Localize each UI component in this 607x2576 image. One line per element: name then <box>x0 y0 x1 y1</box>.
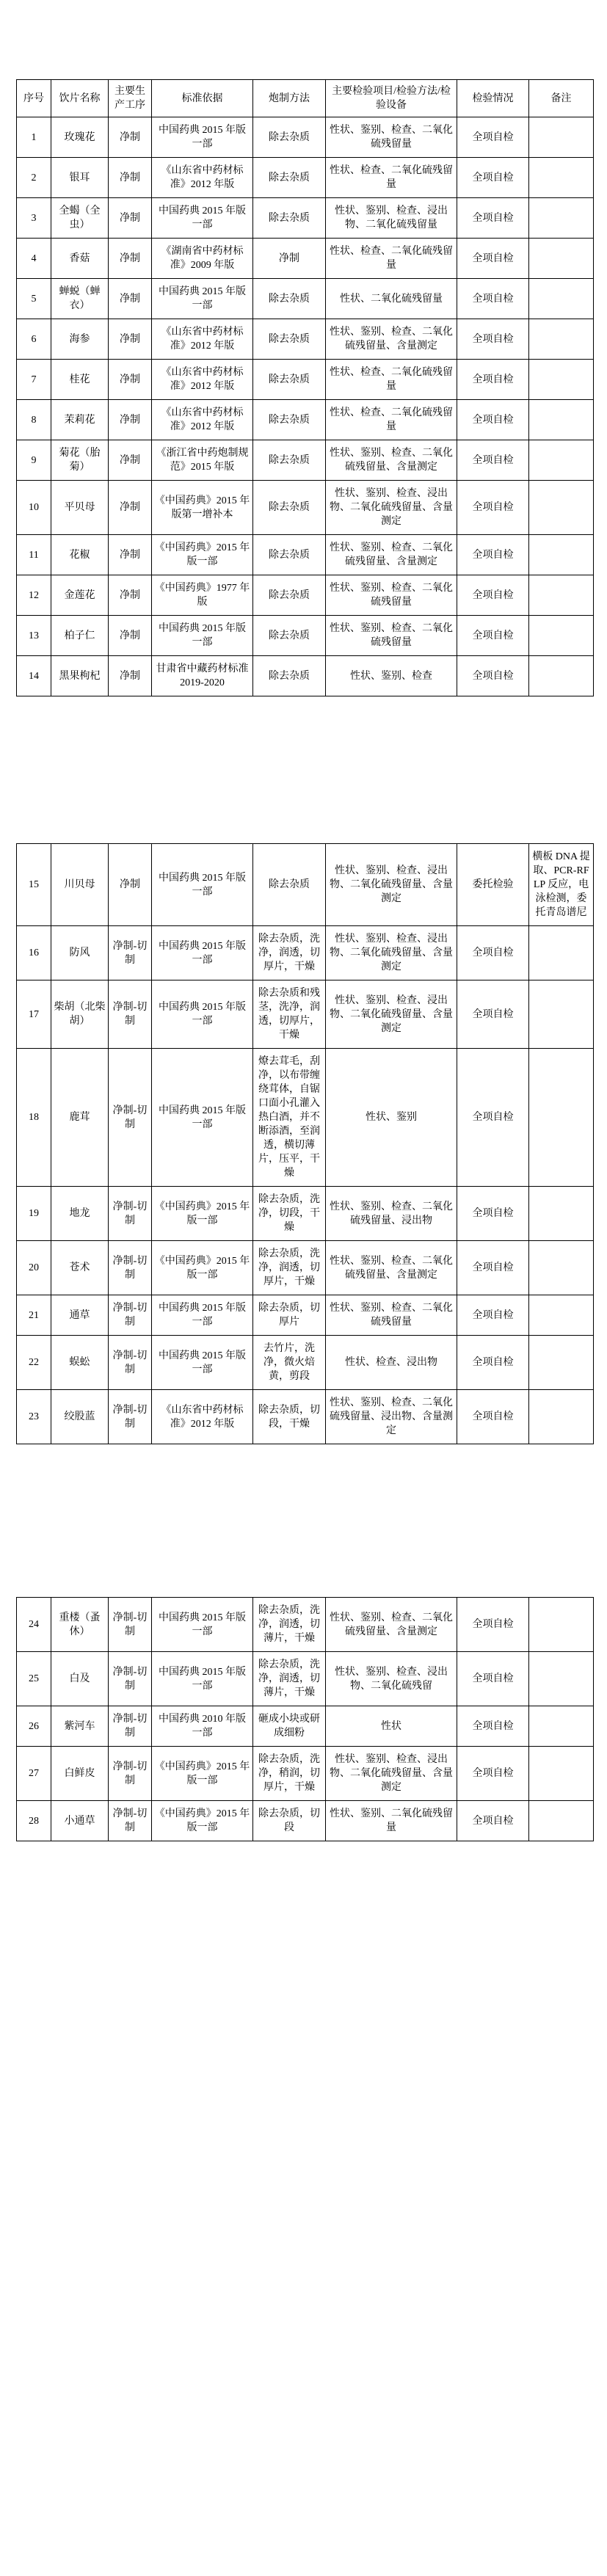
cell-method: 除去杂质 <box>253 279 326 319</box>
cell-inspection: 性状、鉴别、检查、二氧化硫残留量 <box>326 616 457 656</box>
cell-standard: 中国药典 2015 年版一部 <box>152 844 253 926</box>
cell-name: 柏子仁 <box>51 616 109 656</box>
cell-status: 全项自检 <box>457 1187 529 1241</box>
cell-status: 全项自检 <box>457 1652 529 1706</box>
cell-method: 除去杂质，洗净，稍润，切厚片，干燥 <box>253 1747 326 1801</box>
cell-method: 除去杂质 <box>253 117 326 158</box>
cell-method: 除去杂质，洗净，润透，切厚片，干燥 <box>253 926 326 980</box>
cell-inspection: 性状、鉴别、二氧化硫残留量 <box>326 1801 457 1841</box>
table-row <box>17 1336 594 1390</box>
cell-name: 全蝎（全虫） <box>51 198 109 239</box>
table-row <box>17 239 594 279</box>
cell-index: 19 <box>17 1187 51 1241</box>
cell-standard: 中国药典 2015 年版一部 <box>152 1652 253 1706</box>
cell-index: 28 <box>17 1801 51 1841</box>
cell-name: 蜈蚣 <box>51 1336 109 1390</box>
cell-remark <box>529 1747 594 1801</box>
page-gap-1 <box>0 696 607 843</box>
cell-standard: 甘肃省中藏药材标准 2019-2020 <box>152 656 253 696</box>
cell-status: 全项自检 <box>457 1706 529 1747</box>
cell-method: 除去杂质 <box>253 158 326 198</box>
cell-standard: 《中国药典》2015 年版第一增补本 <box>152 481 253 535</box>
cell-status: 全项自检 <box>457 1598 529 1652</box>
cell-status: 全项自检 <box>457 535 529 575</box>
cell-process: 净制-切制 <box>109 1390 152 1444</box>
table-row <box>17 117 594 158</box>
cell-process: 净制 <box>109 400 152 440</box>
cell-index: 16 <box>17 926 51 980</box>
inspection-table-1 <box>16 79 594 696</box>
table-row <box>17 1187 594 1241</box>
cell-remark: 横板 DNA 提取、PCR-RFLP 反应，电泳检测，委托青岛谱尼 <box>529 844 594 926</box>
cell-inspection: 性状、检查、二氧化硫残留量 <box>326 360 457 400</box>
table-row <box>17 1241 594 1295</box>
cell-name: 菊花（胎菊） <box>51 440 109 481</box>
cell-standard: 《山东省中药材标准》2012 年版 <box>152 400 253 440</box>
cell-inspection: 性状、鉴别、检查、二氧化硫残留量 <box>326 575 457 616</box>
header-row <box>17 80 594 117</box>
cell-standard: 中国药典 2015 年版一部 <box>152 1295 253 1336</box>
cell-standard: 《浙江省中药炮制规范》2015 年版 <box>152 440 253 481</box>
cell-standard: 中国药典 2015 年版一部 <box>152 1598 253 1652</box>
cell-process: 净制-切制 <box>109 1706 152 1747</box>
cell-name: 银耳 <box>51 158 109 198</box>
cell-status: 全项自检 <box>457 117 529 158</box>
cell-status: 全项自检 <box>457 1336 529 1390</box>
cell-remark <box>529 1295 594 1336</box>
cell-status: 全项自检 <box>457 1747 529 1801</box>
cell-remark <box>529 158 594 198</box>
cell-standard: 中国药典 2010 年版一部 <box>152 1706 253 1747</box>
cell-process: 净制 <box>109 481 152 535</box>
cell-inspection: 性状、鉴别、检查、浸出物、二氧化硫残留量、含量测定 <box>326 481 457 535</box>
table-row <box>17 1598 594 1652</box>
cell-remark <box>529 360 594 400</box>
cell-process: 净制 <box>109 575 152 616</box>
cell-name: 苍术 <box>51 1241 109 1295</box>
cell-status: 全项自检 <box>457 616 529 656</box>
cell-method: 除去杂质，洗净，切段，干燥 <box>253 1187 326 1241</box>
cell-inspection: 性状、鉴别、检查、浸出物、二氧化硫残留 <box>326 1652 457 1706</box>
cell-standard: 中国药典 2015 年版一部 <box>152 616 253 656</box>
cell-process: 净制-切制 <box>109 980 152 1049</box>
cell-inspection: 性状、鉴别、检查、二氧化硫残留量 <box>326 1295 457 1336</box>
cell-standard: 《中国药典》2015 年版一部 <box>152 535 253 575</box>
inspection-table-2 <box>16 843 594 1444</box>
cell-remark <box>529 926 594 980</box>
cell-process: 净制 <box>109 656 152 696</box>
cell-status: 全项自检 <box>457 481 529 535</box>
cell-inspection: 性状、鉴别、检查、二氧化硫残留量、浸出物、含量测定 <box>326 1390 457 1444</box>
cell-remark <box>529 575 594 616</box>
cell-name: 柴胡（北柴胡） <box>51 980 109 1049</box>
cell-process: 净制-切制 <box>109 926 152 980</box>
cell-process: 净制 <box>109 535 152 575</box>
header-standard: 标准依据 <box>152 80 253 117</box>
cell-inspection: 性状、鉴别、检查、二氧化硫残留量 <box>326 117 457 158</box>
cell-status: 全项自检 <box>457 1049 529 1187</box>
cell-standard: 《中国药典》2015 年版一部 <box>152 1187 253 1241</box>
cell-index: 3 <box>17 198 51 239</box>
cell-standard: 《山东省中药材标准》2012 年版 <box>152 1390 253 1444</box>
cell-name: 花椒 <box>51 535 109 575</box>
cell-index: 9 <box>17 440 51 481</box>
cell-index: 13 <box>17 616 51 656</box>
cell-status: 全项自检 <box>457 1295 529 1336</box>
cell-index: 10 <box>17 481 51 535</box>
cell-index: 14 <box>17 656 51 696</box>
cell-method: 除去杂质 <box>253 535 326 575</box>
cell-name: 平贝母 <box>51 481 109 535</box>
cell-status: 全项自检 <box>457 656 529 696</box>
cell-index: 5 <box>17 279 51 319</box>
cell-status: 全项自检 <box>457 158 529 198</box>
header-name: 饮片名称 <box>51 80 109 117</box>
tables-root <box>0 79 607 1841</box>
cell-method: 除去杂质，切厚片 <box>253 1295 326 1336</box>
cell-inspection: 性状、检查、浸出物 <box>326 1336 457 1390</box>
header-remark: 备注 <box>529 80 594 117</box>
table-row <box>17 1049 594 1187</box>
cell-method: 除去杂质 <box>253 440 326 481</box>
cell-inspection: 性状、检查、二氧化硫残留量 <box>326 239 457 279</box>
table-row <box>17 1652 594 1706</box>
cell-inspection: 性状、鉴别、检查、浸出物、二氧化硫残留量 <box>326 198 457 239</box>
cell-standard: 《中国药典》2015 年版一部 <box>152 1747 253 1801</box>
cell-process: 净制 <box>109 616 152 656</box>
cell-inspection: 性状、鉴别、检查、浸出物、二氧化硫残留量、含量测定 <box>326 844 457 926</box>
cell-remark <box>529 481 594 535</box>
cell-status: 委托检验 <box>457 844 529 926</box>
cell-name: 小通草 <box>51 1801 109 1841</box>
cell-method: 除去杂质，洗净，润透，切薄片，干燥 <box>253 1652 326 1706</box>
cell-remark <box>529 1390 594 1444</box>
cell-remark <box>529 656 594 696</box>
cell-status: 全项自检 <box>457 400 529 440</box>
header-process: 主要生产工序 <box>109 80 152 117</box>
cell-method: 去竹片，洗净，微火焙黄，剪段 <box>253 1336 326 1390</box>
cell-status: 全项自检 <box>457 575 529 616</box>
cell-status: 全项自检 <box>457 360 529 400</box>
cell-standard: 中国药典 2015 年版一部 <box>152 1336 253 1390</box>
cell-inspection: 性状、鉴别、检查、二氧化硫残留量、含量测定 <box>326 319 457 360</box>
cell-status: 全项自检 <box>457 239 529 279</box>
cell-process: 净制-切制 <box>109 1652 152 1706</box>
cell-name: 金莲花 <box>51 575 109 616</box>
cell-process: 净制 <box>109 319 152 360</box>
table-row <box>17 481 594 535</box>
cell-index: 20 <box>17 1241 51 1295</box>
header-inspection: 主要检验项目/检验方法/检验设备 <box>326 80 457 117</box>
cell-inspection: 性状、鉴别、检查、二氧化硫残留量、含量测定 <box>326 440 457 481</box>
cell-process: 净制 <box>109 844 152 926</box>
cell-remark <box>529 616 594 656</box>
cell-inspection: 性状、鉴别、检查、二氧化硫残留量、浸出物 <box>326 1187 457 1241</box>
cell-inspection: 性状、鉴别、检查、二氧化硫残留量、含量测定 <box>326 535 457 575</box>
table-row <box>17 926 594 980</box>
cell-status: 全项自检 <box>457 198 529 239</box>
header-status: 检验情况 <box>457 80 529 117</box>
cell-index: 21 <box>17 1295 51 1336</box>
cell-remark <box>529 440 594 481</box>
cell-process: 净制 <box>109 158 152 198</box>
cell-inspection: 性状、鉴别、检查、浸出物、二氧化硫残留量、含量测定 <box>326 1747 457 1801</box>
cell-name: 玫瑰花 <box>51 117 109 158</box>
cell-standard: 《中国药典》1977 年版 <box>152 575 253 616</box>
cell-index: 17 <box>17 980 51 1049</box>
cell-remark <box>529 1801 594 1841</box>
cell-inspection: 性状、鉴别、检查、二氧化硫残留量、含量测定 <box>326 1598 457 1652</box>
page-gap-2 <box>0 1444 607 1597</box>
cell-method: 燎去茸毛，刮净，以布带缠绕茸体，自锯口面小孔灌入热白酒，并不断添酒，至润透，横切薄片，压平，干燥 <box>253 1049 326 1187</box>
cell-method: 除去杂质 <box>253 400 326 440</box>
cell-name: 重楼（蚤休） <box>51 1598 109 1652</box>
cell-method: 除去杂质，洗净，润透，切薄片，干燥 <box>253 1598 326 1652</box>
cell-name: 防风 <box>51 926 109 980</box>
cell-method: 除去杂质 <box>253 319 326 360</box>
cell-method: 除去杂质 <box>253 481 326 535</box>
table-row <box>17 1747 594 1801</box>
cell-remark <box>529 1652 594 1706</box>
cell-index: 25 <box>17 1652 51 1706</box>
cell-remark <box>529 1706 594 1747</box>
cell-name: 白鲜皮 <box>51 1747 109 1801</box>
cell-name: 地龙 <box>51 1187 109 1241</box>
cell-name: 桂花 <box>51 360 109 400</box>
cell-standard: 中国药典 2015 年版一部 <box>152 117 253 158</box>
table-row <box>17 440 594 481</box>
cell-standard: 中国药典 2015 年版一部 <box>152 926 253 980</box>
cell-name: 蝉蜕（蝉衣） <box>51 279 109 319</box>
cell-process: 净制-切制 <box>109 1241 152 1295</box>
cell-status: 全项自检 <box>457 1801 529 1841</box>
cell-index: 2 <box>17 158 51 198</box>
table-row <box>17 535 594 575</box>
cell-process: 净制-切制 <box>109 1187 152 1241</box>
inspection-table-3 <box>16 1597 594 1841</box>
cell-inspection: 性状、检查、二氧化硫残留量 <box>326 400 457 440</box>
cell-index: 1 <box>17 117 51 158</box>
cell-status: 全项自检 <box>457 980 529 1049</box>
cell-remark <box>529 117 594 158</box>
cell-index: 8 <box>17 400 51 440</box>
cell-name: 鹿茸 <box>51 1049 109 1187</box>
header-index: 序号 <box>17 80 51 117</box>
cell-name: 白及 <box>51 1652 109 1706</box>
cell-name: 海参 <box>51 319 109 360</box>
cell-method: 除去杂质，切段，干燥 <box>253 1390 326 1444</box>
cell-method: 净制 <box>253 239 326 279</box>
cell-index: 18 <box>17 1049 51 1187</box>
cell-name: 茉莉花 <box>51 400 109 440</box>
cell-process: 净制 <box>109 198 152 239</box>
cell-standard: 《湖南省中药材标准》2009 年版 <box>152 239 253 279</box>
cell-status: 全项自检 <box>457 926 529 980</box>
cell-standard: 《山东省中药材标准》2012 年版 <box>152 319 253 360</box>
cell-process: 净制-切制 <box>109 1336 152 1390</box>
cell-remark <box>529 980 594 1049</box>
cell-status: 全项自检 <box>457 319 529 360</box>
cell-index: 24 <box>17 1598 51 1652</box>
table-row <box>17 1295 594 1336</box>
cell-method: 除去杂质和残茎，洗净，润透，切厚片，干燥 <box>253 980 326 1049</box>
cell-process: 净制 <box>109 360 152 400</box>
header-method: 炮制方法 <box>253 80 326 117</box>
table-row <box>17 279 594 319</box>
cell-method: 除去杂质 <box>253 198 326 239</box>
cell-status: 全项自检 <box>457 1390 529 1444</box>
cell-remark <box>529 400 594 440</box>
table-row <box>17 360 594 400</box>
table-row <box>17 400 594 440</box>
table-row <box>17 656 594 696</box>
table-row <box>17 1706 594 1747</box>
cell-standard: 《中国药典》2015 年版一部 <box>152 1801 253 1841</box>
cell-method: 除去杂质 <box>253 575 326 616</box>
cell-index: 11 <box>17 535 51 575</box>
cell-inspection: 性状、鉴别、检查、浸出物、二氧化硫残留量、含量测定 <box>326 926 457 980</box>
table-row <box>17 980 594 1049</box>
cell-method: 除去杂质 <box>253 656 326 696</box>
table-row <box>17 1390 594 1444</box>
cell-index: 7 <box>17 360 51 400</box>
cell-inspection: 性状 <box>326 1706 457 1747</box>
cell-method: 除去杂质 <box>253 360 326 400</box>
cell-remark <box>529 279 594 319</box>
cell-remark <box>529 239 594 279</box>
cell-inspection: 性状、检查、二氧化硫残留量 <box>326 158 457 198</box>
cell-name: 川贝母 <box>51 844 109 926</box>
cell-index: 6 <box>17 319 51 360</box>
cell-name: 通草 <box>51 1295 109 1336</box>
cell-status: 全项自检 <box>457 1241 529 1295</box>
cell-remark <box>529 198 594 239</box>
cell-index: 27 <box>17 1747 51 1801</box>
cell-remark <box>529 1241 594 1295</box>
cell-process: 净制-切制 <box>109 1598 152 1652</box>
cell-process: 净制 <box>109 279 152 319</box>
cell-method: 除去杂质 <box>253 844 326 926</box>
cell-remark <box>529 1049 594 1187</box>
cell-process: 净制-切制 <box>109 1295 152 1336</box>
cell-inspection: 性状、鉴别 <box>326 1049 457 1187</box>
cell-process: 净制 <box>109 440 152 481</box>
cell-method: 除去杂质 <box>253 616 326 656</box>
cell-name: 绞股蓝 <box>51 1390 109 1444</box>
cell-remark <box>529 535 594 575</box>
cell-inspection: 性状、二氧化硫残留量 <box>326 279 457 319</box>
cell-process: 净制-切制 <box>109 1049 152 1187</box>
cell-standard: 中国药典 2015 年版一部 <box>152 198 253 239</box>
cell-inspection: 性状、鉴别、检查、浸出物、二氧化硫残留量、含量测定 <box>326 980 457 1049</box>
cell-method: 除去杂质，洗净，润透，切厚片，干燥 <box>253 1241 326 1295</box>
cell-remark <box>529 1598 594 1652</box>
cell-standard: 中国药典 2015 年版一部 <box>152 1049 253 1187</box>
cell-name: 紫河车 <box>51 1706 109 1747</box>
cell-remark <box>529 319 594 360</box>
cell-name: 黑果枸杞 <box>51 656 109 696</box>
cell-remark <box>529 1336 594 1390</box>
cell-standard: 中国药典 2015 年版一部 <box>152 279 253 319</box>
cell-index: 23 <box>17 1390 51 1444</box>
cell-process: 净制 <box>109 239 152 279</box>
cell-index: 4 <box>17 239 51 279</box>
cell-process: 净制-切制 <box>109 1747 152 1801</box>
cell-index: 15 <box>17 844 51 926</box>
cell-method: 除去杂质，切段 <box>253 1801 326 1841</box>
cell-standard: 《山东省中药材标准》2012 年版 <box>152 360 253 400</box>
cell-process: 净制 <box>109 117 152 158</box>
cell-method: 砸成小块或研成细粉 <box>253 1706 326 1747</box>
cell-status: 全项自检 <box>457 440 529 481</box>
cell-index: 26 <box>17 1706 51 1747</box>
cell-status: 全项自检 <box>457 279 529 319</box>
cell-index: 22 <box>17 1336 51 1390</box>
table-row <box>17 844 594 926</box>
cell-inspection: 性状、鉴别、检查、二氧化硫残留量、含量测定 <box>326 1241 457 1295</box>
table-row <box>17 319 594 360</box>
cell-remark <box>529 1187 594 1241</box>
cell-process: 净制-切制 <box>109 1801 152 1841</box>
table-row <box>17 198 594 239</box>
cell-standard: 中国药典 2015 年版一部 <box>152 980 253 1049</box>
table-row <box>17 1801 594 1841</box>
cell-name: 香菇 <box>51 239 109 279</box>
table-row <box>17 616 594 656</box>
cell-standard: 《山东省中药材标准》2012 年版 <box>152 158 253 198</box>
table-row <box>17 575 594 616</box>
cell-inspection: 性状、鉴别、检查 <box>326 656 457 696</box>
cell-standard: 《中国药典》2015 年版一部 <box>152 1241 253 1295</box>
cell-index: 12 <box>17 575 51 616</box>
table-row <box>17 158 594 198</box>
